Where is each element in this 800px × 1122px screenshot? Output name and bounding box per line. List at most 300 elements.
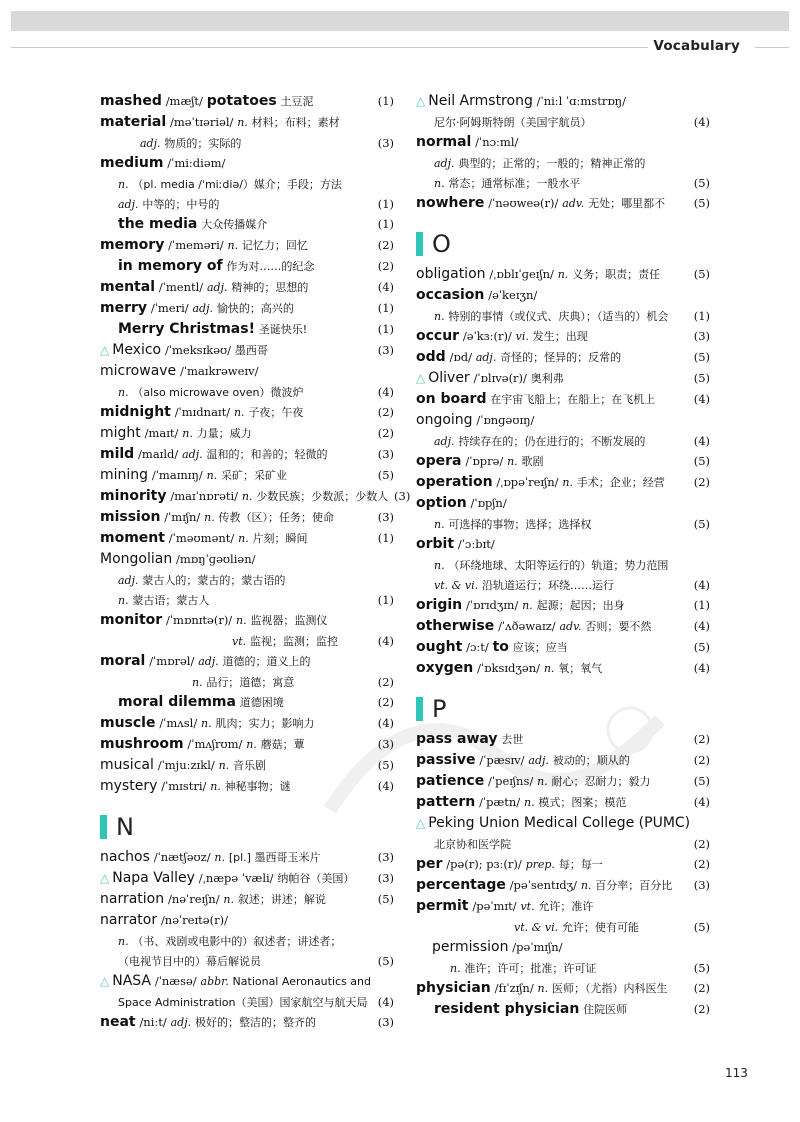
entry-text bbox=[416, 134, 688, 150]
part-of-speech: n. bbox=[223, 893, 235, 906]
vocab-entry bbox=[100, 778, 394, 799]
pronunciation: /ˈmɒnɪtə(r)/ bbox=[166, 613, 233, 627]
headword: memory bbox=[100, 237, 165, 253]
entry-text bbox=[100, 551, 372, 567]
phrase-headword: in memory of bbox=[118, 258, 223, 274]
entry-text bbox=[100, 196, 372, 212]
part-of-speech: n. bbox=[537, 775, 548, 788]
headword: NASA bbox=[112, 973, 152, 989]
part-of-speech: n. bbox=[118, 178, 129, 191]
headword: Napa Valley bbox=[112, 870, 195, 886]
unit-number: (3) bbox=[377, 871, 394, 885]
headword: occur bbox=[416, 328, 460, 344]
unit-number: (1) bbox=[693, 598, 710, 612]
part-of-speech: adj. bbox=[118, 198, 139, 211]
part-of-speech: n. bbox=[434, 310, 445, 323]
entry-text bbox=[100, 216, 372, 232]
pronunciation: /ˈnæsə/ bbox=[154, 974, 197, 988]
unit-number: (1) bbox=[377, 593, 394, 607]
unit-number: (2) bbox=[693, 837, 710, 851]
definition-line bbox=[416, 577, 710, 597]
headword: minority bbox=[100, 488, 167, 504]
entry-text bbox=[416, 577, 688, 593]
entry-text bbox=[100, 155, 372, 171]
unit-number: (4) bbox=[693, 619, 710, 633]
triangle-outline-icon: △ bbox=[416, 816, 426, 830]
part-of-speech: n. bbox=[434, 559, 445, 572]
part-of-speech: vt. & vi. bbox=[434, 579, 479, 592]
part-of-speech: prep. bbox=[525, 858, 555, 871]
part-of-speech: n. bbox=[524, 796, 535, 809]
unit-number: (2) bbox=[377, 259, 394, 273]
definition: 温和的；和善的；轻微的 bbox=[206, 448, 328, 461]
definition: 蒙古人的；蒙古的；蒙古语的 bbox=[142, 574, 286, 587]
pronunciation: /ˈmiːdiəm/ bbox=[167, 156, 226, 170]
definition: 肌肉；实力；影响力 bbox=[215, 717, 315, 730]
entry-text bbox=[100, 715, 372, 731]
entry-text bbox=[100, 404, 372, 420]
headword: permit bbox=[416, 898, 469, 914]
part-of-speech: adj. bbox=[434, 435, 455, 448]
definition: 允许；准许 bbox=[538, 900, 594, 913]
vocab-entry bbox=[416, 474, 710, 495]
part-of-speech: n. bbox=[241, 490, 253, 503]
unit-number: (4) bbox=[377, 280, 394, 294]
definition-line bbox=[100, 384, 394, 404]
definition-line bbox=[416, 175, 710, 195]
part-of-speech: n. bbox=[246, 738, 257, 751]
part-of-speech: n. bbox=[450, 962, 461, 975]
pronunciation: /ˈmɪʃn/ bbox=[164, 510, 201, 524]
pronunciation: /pə(r); pɜː(r)/ bbox=[446, 857, 522, 871]
definition-line bbox=[100, 933, 394, 953]
section-accent-bar bbox=[416, 232, 423, 256]
unit-number: (5) bbox=[377, 468, 394, 482]
vocab-entry bbox=[416, 266, 710, 287]
part-of-speech: n. bbox=[557, 268, 569, 281]
vocab-entry bbox=[416, 639, 710, 660]
entry-text bbox=[100, 592, 372, 608]
pronunciation: /nəˈreɪʃn/ bbox=[167, 892, 220, 906]
pronunciation: /ˈɒpʃn/ bbox=[470, 496, 507, 510]
definition: 力量；威力 bbox=[196, 427, 252, 440]
unit-number: (5) bbox=[693, 961, 710, 975]
definition: 手术；企业；经营 bbox=[576, 476, 665, 489]
part-of-speech: adj. bbox=[475, 351, 497, 364]
part-of-speech: adj. bbox=[434, 157, 455, 170]
entry-text bbox=[416, 433, 688, 449]
definition: 子夜；午夜 bbox=[248, 406, 304, 419]
pronunciation: /əˈkeɪʒn/ bbox=[488, 288, 538, 302]
pronunciation: /ˈpeɪʃns/ bbox=[488, 774, 534, 788]
unit-number: (1) bbox=[693, 309, 710, 323]
headword: obligation bbox=[416, 266, 486, 282]
entry-text bbox=[416, 660, 688, 676]
unit-number: (1) bbox=[377, 301, 394, 315]
part-of-speech: n. bbox=[118, 594, 129, 607]
entry-text bbox=[416, 474, 688, 490]
part-of-speech: abbr. bbox=[200, 975, 229, 988]
triangle-outline-icon: △ bbox=[100, 343, 110, 357]
definition: 圣诞快乐! bbox=[258, 323, 308, 336]
entry-text bbox=[100, 933, 372, 949]
entry-text bbox=[100, 572, 372, 588]
definition-line bbox=[100, 135, 394, 155]
pronunciation: /maɪld/ bbox=[138, 447, 179, 461]
definition: 品行；道德；寓意 bbox=[206, 676, 295, 689]
pronunciation: /ˈmɒrəl/ bbox=[149, 654, 195, 668]
entry-text bbox=[416, 328, 688, 344]
entry-text bbox=[416, 836, 688, 852]
pronunciation: /ˌnæpə ˈvæli/ bbox=[198, 871, 274, 885]
part-of-speech: adj. bbox=[198, 655, 219, 668]
vocab-entry bbox=[416, 287, 710, 308]
vocab-entry bbox=[100, 237, 394, 258]
vocab-entry bbox=[100, 849, 394, 870]
headword: otherwise bbox=[416, 618, 495, 634]
part-of-speech: n. bbox=[201, 717, 212, 730]
part-of-speech: n. bbox=[543, 662, 555, 675]
entry-text bbox=[100, 135, 372, 151]
entry-text bbox=[100, 321, 372, 337]
definition: 记忆力；回忆 bbox=[241, 239, 308, 252]
unit-number: (4) bbox=[377, 716, 394, 730]
pronunciation: /ˈɒprə/ bbox=[465, 454, 504, 468]
vocab-entry bbox=[416, 752, 710, 773]
unit-number: (3) bbox=[394, 489, 411, 503]
definition: 少数民族；少数派；少数人 bbox=[256, 490, 389, 503]
headword: ongoing bbox=[416, 412, 473, 428]
pronunciation: /pəˈsentɪdʒ/ bbox=[509, 878, 578, 892]
pronunciation: /ˈmentl/ bbox=[158, 280, 204, 294]
triangle-outline-icon: △ bbox=[416, 371, 426, 385]
vocab-entry bbox=[416, 412, 710, 433]
entry-text bbox=[100, 778, 372, 794]
unit-number: (5) bbox=[693, 640, 710, 654]
definition-line bbox=[416, 433, 710, 453]
definition: 音乐剧 bbox=[233, 759, 266, 772]
headword-continued: potatoes bbox=[206, 93, 277, 109]
entry-text bbox=[100, 530, 372, 546]
entry-text bbox=[100, 736, 372, 752]
vocab-entry bbox=[416, 773, 710, 794]
vocab-entry bbox=[100, 258, 394, 279]
definition: 应该；应当 bbox=[512, 641, 568, 654]
headword: mystery bbox=[100, 778, 158, 794]
entry-text bbox=[416, 980, 688, 996]
definition: 允许；使有可能 bbox=[561, 921, 639, 934]
definition: 传教（区）；任务；使命 bbox=[218, 511, 335, 524]
entry-text bbox=[416, 731, 688, 747]
entry-text bbox=[416, 195, 688, 211]
part-of-speech: adj. bbox=[192, 302, 213, 315]
vocab-entry bbox=[100, 736, 394, 757]
entry-text bbox=[416, 536, 688, 552]
part-of-speech: adj. bbox=[118, 574, 139, 587]
definition: 叙述；讲述；解说 bbox=[237, 893, 326, 906]
definition: 起源；起因；出身 bbox=[536, 599, 625, 612]
definition: 每；每一 bbox=[558, 858, 603, 871]
definition: 发生；出现 bbox=[532, 330, 588, 343]
entry-text bbox=[416, 939, 688, 955]
vocab-entry bbox=[416, 980, 710, 1001]
definition: National Aeronautics and bbox=[232, 975, 371, 988]
unit-number: (5) bbox=[693, 774, 710, 788]
pronunciation: /ˈɒnɡəʊɪŋ/ bbox=[476, 413, 535, 427]
part-of-speech: n. bbox=[233, 406, 245, 419]
definition: 采矿；采矿业 bbox=[220, 469, 287, 482]
entry-text bbox=[416, 391, 688, 407]
pronunciation: /ˈmʌsl/ bbox=[159, 716, 198, 730]
unit-number: (4) bbox=[693, 661, 710, 675]
unit-number: (2) bbox=[693, 753, 710, 767]
pronunciation: /niːt/ bbox=[139, 1015, 167, 1029]
entry-text bbox=[416, 898, 688, 914]
vocab-entry bbox=[100, 155, 394, 176]
vocab-entry bbox=[416, 370, 710, 391]
headword: musical bbox=[100, 757, 154, 773]
headword: mushroom bbox=[100, 736, 184, 752]
unit-number: (2) bbox=[377, 238, 394, 252]
triangle-outline-icon: △ bbox=[416, 94, 426, 108]
definition-line bbox=[100, 592, 394, 612]
vocab-entry bbox=[100, 530, 394, 551]
definition-line bbox=[416, 308, 710, 328]
definition-line bbox=[416, 114, 710, 134]
unit-number: (2) bbox=[693, 857, 710, 871]
headword: per bbox=[416, 856, 443, 872]
unit-number: (3) bbox=[377, 850, 394, 864]
pronunciation: /ˈmʌʃrʊm/ bbox=[187, 737, 243, 751]
vocab-entry bbox=[100, 694, 394, 715]
definition: 医师；（尤指）内科医生 bbox=[551, 982, 668, 995]
headword: orbit bbox=[416, 536, 455, 552]
pronunciation: /ˈmeri/ bbox=[150, 301, 189, 315]
entry-text bbox=[100, 674, 372, 690]
triangle-outline-icon: △ bbox=[100, 871, 110, 885]
part-of-speech: n. bbox=[182, 427, 193, 440]
definition: 可选择的事物；选择；选择权 bbox=[448, 518, 592, 531]
unit-number: (5) bbox=[693, 517, 710, 531]
entry-text bbox=[100, 973, 372, 989]
entry-text bbox=[416, 919, 688, 935]
unit-number: (3) bbox=[693, 878, 710, 892]
entry-text bbox=[100, 953, 372, 969]
unit-number: (4) bbox=[377, 634, 394, 648]
section-accent-bar bbox=[100, 815, 107, 839]
headword: merry bbox=[100, 300, 148, 316]
definition: 住院医师 bbox=[583, 1003, 628, 1016]
entry-text bbox=[100, 849, 372, 865]
definition-line bbox=[100, 674, 394, 694]
entry-text bbox=[100, 93, 372, 109]
headword: nowhere bbox=[416, 195, 485, 211]
vocab-entry bbox=[416, 877, 710, 898]
pronunciation: /mɒŋˈɡəʊliən/ bbox=[176, 552, 256, 566]
unit-number: (5) bbox=[693, 371, 710, 385]
pronunciation: /ˈɒlɪvə(r)/ bbox=[473, 371, 527, 385]
vocab-entry bbox=[416, 134, 710, 155]
definition: 义务；职责；责任 bbox=[572, 268, 661, 281]
phrase-headword: resident physician bbox=[434, 1001, 580, 1017]
vocab-entry bbox=[416, 731, 710, 752]
definition: 否则；要不然 bbox=[585, 620, 652, 633]
unit-number: (1) bbox=[377, 322, 394, 336]
unit-number: (4) bbox=[377, 995, 394, 1009]
vocab-entry bbox=[416, 195, 710, 216]
unit-number: (1) bbox=[377, 94, 394, 108]
definition: 被动的；顺从的 bbox=[552, 754, 630, 767]
definition-line bbox=[100, 176, 394, 196]
definition-line bbox=[416, 557, 710, 577]
entry-text bbox=[100, 279, 372, 295]
definition-line bbox=[100, 196, 394, 216]
part-of-speech: adv. bbox=[559, 620, 582, 633]
unit-number: (4) bbox=[693, 795, 710, 809]
definition: 纳帕谷（美国） bbox=[277, 872, 355, 885]
pronunciation: /mæʃt/ bbox=[165, 94, 203, 108]
pronunciation: /ˈmeməri/ bbox=[168, 238, 224, 252]
triangle-outline-icon: △ bbox=[100, 974, 110, 988]
pronunciation: /fɪˈzɪʃn/ bbox=[494, 981, 534, 995]
entry-text bbox=[416, 287, 688, 303]
vocab-entry bbox=[100, 612, 394, 633]
unit-number: (2) bbox=[377, 675, 394, 689]
definition-line bbox=[100, 572, 394, 592]
vocab-entry bbox=[416, 794, 710, 815]
vocab-entry bbox=[100, 509, 394, 530]
part-of-speech: adj. bbox=[182, 448, 203, 461]
unit-number: (2) bbox=[377, 426, 394, 440]
vocab-entry bbox=[416, 597, 710, 618]
pronunciation: /ˈɒrɪdʒɪn/ bbox=[465, 598, 519, 612]
pronunciation: /pəˈmɪʃn/ bbox=[512, 940, 563, 954]
vocab-entry bbox=[416, 349, 710, 370]
entry-text bbox=[100, 870, 372, 886]
part-of-speech: adv. bbox=[562, 197, 585, 210]
pronunciation: /ˈpætn/ bbox=[479, 795, 521, 809]
section-letter: O bbox=[432, 230, 451, 258]
entry-text bbox=[416, 618, 688, 634]
definition: （also microwave oven）微波炉 bbox=[132, 386, 304, 399]
definition: 模式；图案；模范 bbox=[538, 796, 627, 809]
definition: 去世 bbox=[501, 733, 524, 746]
definition: 大众传播媒介 bbox=[201, 218, 268, 231]
entry-text bbox=[416, 114, 688, 130]
pronunciation: /ˌɒpəˈreɪʃn/ bbox=[496, 475, 559, 489]
vocab-entry bbox=[100, 891, 394, 912]
pronunciation: /maɪt/ bbox=[144, 426, 179, 440]
pronunciation: /maɪˈnɒrəti/ bbox=[170, 489, 239, 503]
entry-text bbox=[416, 155, 688, 171]
unit-number: (2) bbox=[377, 695, 394, 709]
entry-text bbox=[416, 370, 688, 386]
headword: mission bbox=[100, 509, 161, 525]
part-of-speech: n. bbox=[227, 239, 239, 252]
vocab-entry bbox=[100, 912, 394, 933]
part-of-speech: adj. bbox=[140, 137, 161, 150]
definition-line bbox=[416, 516, 710, 536]
pronunciation: /ɒd/ bbox=[449, 350, 472, 364]
headword-continued: to bbox=[492, 639, 509, 655]
entry-text bbox=[100, 342, 372, 358]
entry-text bbox=[416, 266, 688, 282]
unit-number: (2) bbox=[693, 981, 710, 995]
part-of-speech: adj. bbox=[528, 754, 549, 767]
definition: 物质的；实际的 bbox=[164, 137, 242, 150]
definition: 材料；布料；素材 bbox=[251, 116, 340, 129]
vocab-entry bbox=[100, 973, 394, 994]
entry-text bbox=[416, 752, 688, 768]
headword: muscle bbox=[100, 715, 156, 731]
definition: 耐心；忍耐力；毅力 bbox=[551, 775, 651, 788]
unit-number: (4) bbox=[693, 434, 710, 448]
unit-number: (1) bbox=[377, 531, 394, 545]
phrase-headword: on board bbox=[416, 391, 487, 407]
definition: 作为对……的纪念 bbox=[226, 260, 315, 273]
pronunciation: /ˈpæsɪv/ bbox=[479, 753, 525, 767]
definition: 中等的；中号的 bbox=[142, 198, 220, 211]
definition-line bbox=[100, 633, 394, 653]
entry-text bbox=[416, 1001, 688, 1017]
definition: 尼尔·阿姆斯特朗（美国宇航员） bbox=[434, 116, 592, 129]
vocab-entry bbox=[100, 1014, 394, 1035]
vocab-entry bbox=[100, 93, 394, 114]
headword: nachos bbox=[100, 849, 150, 865]
unit-number: (5) bbox=[693, 454, 710, 468]
vocab-entry bbox=[416, 939, 710, 960]
unit-number: (2) bbox=[693, 1002, 710, 1016]
vocab-entry bbox=[416, 328, 710, 349]
section-heading bbox=[416, 224, 710, 264]
entry-text bbox=[416, 639, 688, 655]
section-heading bbox=[100, 807, 394, 847]
vocab-entry bbox=[100, 467, 394, 488]
vocab-entry bbox=[416, 1001, 710, 1022]
headword: mining bbox=[100, 467, 149, 483]
vocab-entry bbox=[100, 446, 394, 467]
definition: 氧；氧气 bbox=[558, 662, 603, 675]
definition: （书、戏剧或电影中的）叙述者；讲述者； bbox=[132, 935, 342, 948]
definition: 奥利弗 bbox=[530, 372, 564, 385]
definition: 愉快的；高兴的 bbox=[216, 302, 294, 315]
part-of-speech: n. bbox=[507, 455, 518, 468]
vocab-entry bbox=[100, 488, 411, 509]
definition: 常态；通常标准；一般水平 bbox=[448, 177, 581, 190]
definition: 歌剧 bbox=[521, 455, 544, 468]
definition: 精神的；思想的 bbox=[231, 281, 309, 294]
pronunciation: /ˈnəʊweə(r)/ bbox=[488, 196, 559, 210]
headword: Neil Armstrong bbox=[428, 93, 533, 109]
definition: Space Administration（美国）国家航空与航天局 bbox=[118, 996, 368, 1009]
entry-text bbox=[416, 516, 688, 532]
vocab-entry bbox=[416, 618, 710, 639]
phrase-headword: the media bbox=[118, 216, 198, 232]
unit-number: (5) bbox=[693, 196, 710, 210]
headword: odd bbox=[416, 349, 446, 365]
page-number: 113 bbox=[725, 1066, 748, 1080]
unit-number: (5) bbox=[377, 954, 394, 968]
phrase-headword: Merry Christmas! bbox=[118, 321, 255, 337]
part-of-speech: vi. bbox=[515, 330, 529, 343]
pronunciation: /əˈkɜː(r)/ bbox=[462, 329, 512, 343]
part-of-speech: n. bbox=[118, 935, 129, 948]
definition: 百分率；百分比 bbox=[595, 879, 673, 892]
headword: ought bbox=[416, 639, 463, 655]
part-of-speech: n. bbox=[192, 676, 203, 689]
headword: narration bbox=[100, 891, 165, 907]
part-of-speech: n. bbox=[210, 780, 221, 793]
